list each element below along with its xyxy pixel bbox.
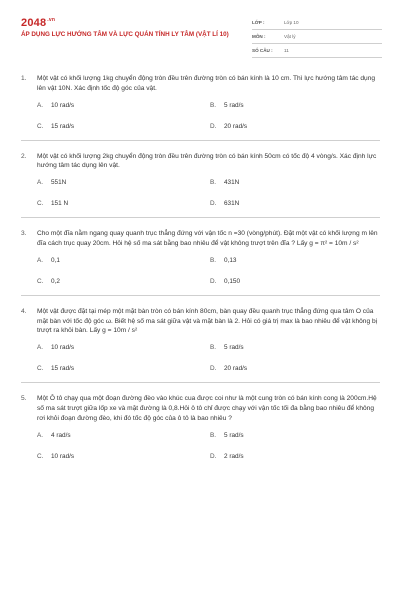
option-letter: B. — [210, 101, 217, 109]
question-number: 3. — [21, 230, 27, 238]
option-text: 15 rad/s — [51, 365, 75, 373]
question-text: Một vật có khối lượng 1kg chuyển động tròn đều trên đường tròn có bán kính là 10 cm. Thì lực hướng tâm tác dụng lên vật 10N. Xác định tốc độ góc của vật. — [37, 75, 376, 92]
answer-options — [37, 179, 400, 207]
meta-value: Lớp 10 — [284, 20, 299, 25]
answer-option-c[interactable] — [37, 278, 210, 285]
answer-option-b[interactable] — [210, 257, 360, 264]
question-item — [0, 394, 400, 459]
option-letter: B. — [210, 256, 217, 264]
question-divider — [21, 295, 380, 296]
option-text: 151 N — [51, 200, 69, 208]
question-number: 1. — [21, 75, 27, 82]
meta-key: LỚP : — [252, 20, 265, 25]
option-text: 4 rad/s — [51, 431, 71, 439]
question-item — [0, 229, 400, 285]
answer-options — [37, 102, 400, 130]
option-text: 631N — [224, 200, 240, 208]
question-list — [0, 74, 400, 460]
worksheet-meta — [252, 16, 382, 58]
answer-option-d[interactable] — [210, 200, 360, 207]
question-text: Cho một đĩa nằm ngang quay quanh trục thẳng đứng với vận tốc n =30 (vòng/phút). Đặt một vật có khối lượng m lên đĩa cách trục quay 20cm. Hỏi hệ số ma sát bằng bao nhiêu để vật không trượt trên đĩa ? Lấy g = π² = 10m / s² — [37, 230, 378, 247]
answer-options — [37, 432, 400, 460]
option-letter: C. — [37, 277, 44, 285]
answer-options — [37, 344, 400, 372]
option-text: 20 rad/s — [224, 122, 248, 130]
logo-text: 2048 — [21, 17, 47, 29]
meta-key: SỐ CÂU : — [252, 48, 273, 53]
option-letter: B. — [210, 179, 217, 187]
question-item — [0, 152, 400, 208]
option-text: 431N — [224, 179, 240, 187]
answer-option-a[interactable] — [37, 102, 210, 109]
option-letter: A. — [37, 101, 44, 109]
answer-option-c[interactable] — [37, 123, 210, 130]
question-text: Một vật được đặt tại mép một mặt bàn tròn có bán kính 80cm, bàn quay đều quanh trục thẳng đứng qua tâm O của mặt bàn với tốc độ góc ω. Biết hệ số ma sát giữa vật và mặt bàn là 2. Hỏi có giá trị max là bao nhiêu để vật không bị trượt ra khỏi bàn. Lấy g = 10m / s² — [37, 307, 378, 335]
answer-option-d[interactable] — [210, 453, 360, 460]
question-text: Một vật có khối lượng 2kg chuyển động tròn đều trên đường tròn có bán kính 50cm có tốc độ 4 vòng/s. Xác định lực hướng tâm tác dụng lên vật. — [37, 152, 377, 170]
answer-option-a[interactable] — [37, 344, 210, 351]
question-divider — [21, 140, 380, 141]
answer-option-a[interactable] — [37, 432, 210, 439]
option-text: 551N — [51, 179, 67, 187]
option-letter: D. — [210, 277, 217, 285]
meta-row-subject — [252, 30, 382, 44]
worksheet-title: ÁP DỤNG LỰC HƯỚNG TÂM VÀ LỰC QUÁN TÍNH LY TÂM (VẬT LÍ 10) — [21, 31, 229, 38]
question-number: 5. — [21, 395, 27, 403]
option-letter: B. — [210, 344, 217, 352]
option-letter: D. — [210, 452, 217, 460]
question-text: Một Ô tô chạy qua một đoạn đường đèo vào khúc cua được coi như là một cung tròn có bán kính cong là 200cm.Hệ số ma sát trượt giữa lốp xe và mặt đường là 0,8.Hỏi ô tô chỉ được chạy với vận tốc tối đa bằng bao nhiêu để không rơi khỏi đoạn đường đèo, khi đó tốc độ góc của ô tô là bao nhiêu ? — [37, 395, 377, 422]
meta-key: MÔN : — [252, 34, 266, 39]
answer-option-c[interactable] — [37, 365, 210, 372]
option-letter: A. — [37, 256, 44, 264]
meta-value: Vật lý — [284, 34, 296, 39]
question-divider — [21, 382, 380, 383]
option-letter: D. — [210, 365, 217, 373]
answer-option-d[interactable] — [210, 123, 360, 130]
option-letter: A. — [37, 179, 44, 187]
option-text: 10 rad/s — [51, 452, 75, 460]
site-logo[interactable] — [21, 17, 55, 29]
option-text: 15 rad/s — [51, 122, 75, 130]
option-letter: C. — [37, 365, 44, 373]
option-letter: B. — [210, 431, 217, 439]
option-text: 0,2 — [51, 277, 60, 285]
question-item — [0, 74, 400, 130]
answer-option-b[interactable] — [210, 102, 360, 109]
question-number: 2. — [21, 152, 27, 160]
option-letter: D. — [210, 122, 217, 130]
option-text: 0,150 — [224, 277, 240, 285]
question-number: 4. — [21, 307, 27, 315]
option-text: 5 rad/s — [224, 431, 244, 439]
answer-options — [37, 257, 400, 285]
answer-option-b[interactable] — [210, 344, 360, 351]
option-letter: C. — [37, 200, 44, 208]
logo-suffix: .vn — [47, 17, 56, 24]
meta-row-count — [252, 44, 382, 58]
answer-option-c[interactable] — [37, 453, 210, 460]
answer-option-a[interactable] — [37, 257, 210, 264]
answer-option-b[interactable] — [210, 179, 360, 186]
option-text: 10 rad/s — [51, 101, 75, 109]
option-letter: C. — [37, 122, 44, 130]
option-text: 5 rad/s — [224, 344, 244, 352]
option-letter: A. — [37, 431, 44, 439]
answer-option-c[interactable] — [37, 200, 210, 207]
answer-option-b[interactable] — [210, 432, 360, 439]
meta-value: 11 — [284, 48, 289, 53]
worksheet-header — [0, 0, 400, 58]
option-text: 20 rad/s — [224, 365, 248, 373]
answer-option-d[interactable] — [210, 278, 360, 285]
answer-option-a[interactable] — [37, 179, 210, 186]
option-text: 5 rad/s — [224, 101, 244, 109]
meta-row-class — [252, 16, 382, 30]
option-letter: D. — [210, 200, 217, 208]
option-letter: C. — [37, 452, 44, 460]
option-text: 10 rad/s — [51, 344, 75, 352]
option-text: 0,1 — [51, 256, 60, 264]
question-divider — [21, 217, 380, 218]
option-letter: A. — [37, 344, 44, 352]
answer-option-d[interactable] — [210, 365, 360, 372]
option-text: 2 rad/s — [224, 452, 244, 460]
option-text: 0,13 — [224, 256, 237, 264]
question-item — [0, 307, 400, 372]
